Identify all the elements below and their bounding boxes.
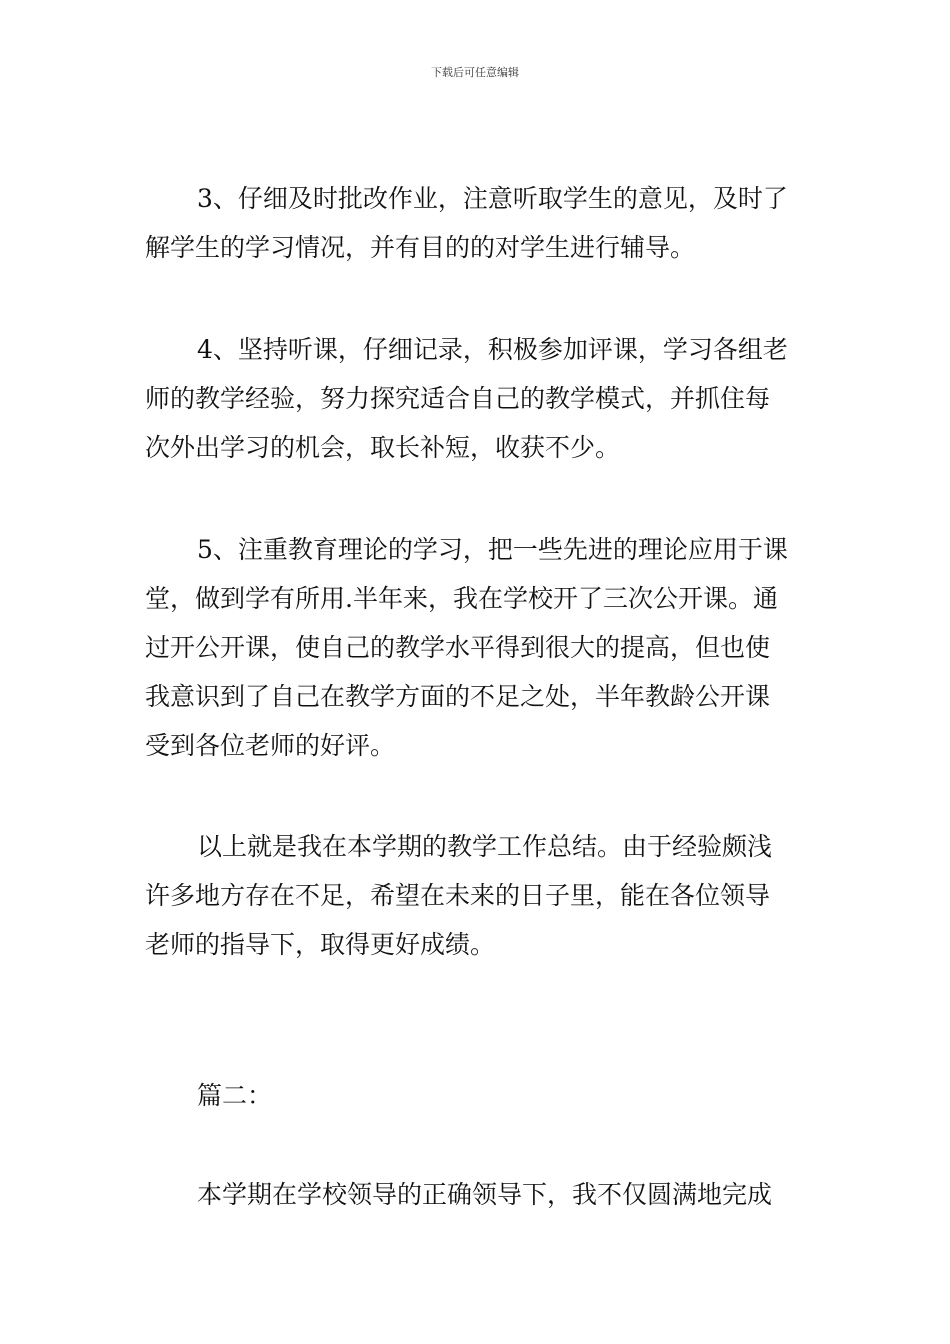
text-line: 我意识到了自己在教学方面的不足之处，半年教龄公开课 — [145, 682, 771, 711]
text-line: 受到各位老师的好评。 — [145, 731, 396, 760]
text-line: 3、仔细及时批改作业，注意听取学生的意见，及时了 — [197, 184, 788, 213]
text-line: 5、注重教育理论的学习，把一些先进的理论应用于课 — [197, 535, 788, 564]
paragraph-item-4 — [145, 325, 788, 472]
section-heading — [145, 1071, 272, 1120]
paragraph-item-5 — [145, 525, 788, 770]
text-line: 解学生的学习情况，并有目的的对学生进行辅导。 — [145, 233, 696, 262]
text-line: 过开公开课，使自己的教学水平得到很大的提高，但也使 — [145, 633, 771, 662]
text-line: 次外出学习的机会，取长补短，收获不少。 — [145, 433, 621, 462]
text-line: 堂，做到学有所用.半年来，我在学校开了三次公开课。通 — [145, 584, 778, 613]
paragraph-item-3 — [145, 174, 788, 272]
text-line: 以上就是我在本学期的教学工作总结。由于经验颇浅 — [197, 832, 773, 861]
text-line: 篇二： — [197, 1081, 273, 1110]
page-header: 下载后可任意编辑 — [431, 66, 519, 79]
text-line: 本学期在学校领导的正确领导下，我不仅圆满地完成 — [197, 1180, 773, 1209]
text-line: 许多地方存在不足，希望在未来的日子里，能在各位领导 — [145, 881, 771, 910]
text-line: 师的教学经验，努力探究适合自己的教学模式，并抓住每 — [145, 384, 771, 413]
text-line: 4、坚持听课，仔细记录，积极参加评课，学习各组老 — [197, 335, 788, 364]
paragraph-summary — [145, 822, 772, 969]
paragraph-intro — [145, 1170, 772, 1219]
text-line: 老师的指导下，取得更好成绩。 — [145, 930, 496, 959]
